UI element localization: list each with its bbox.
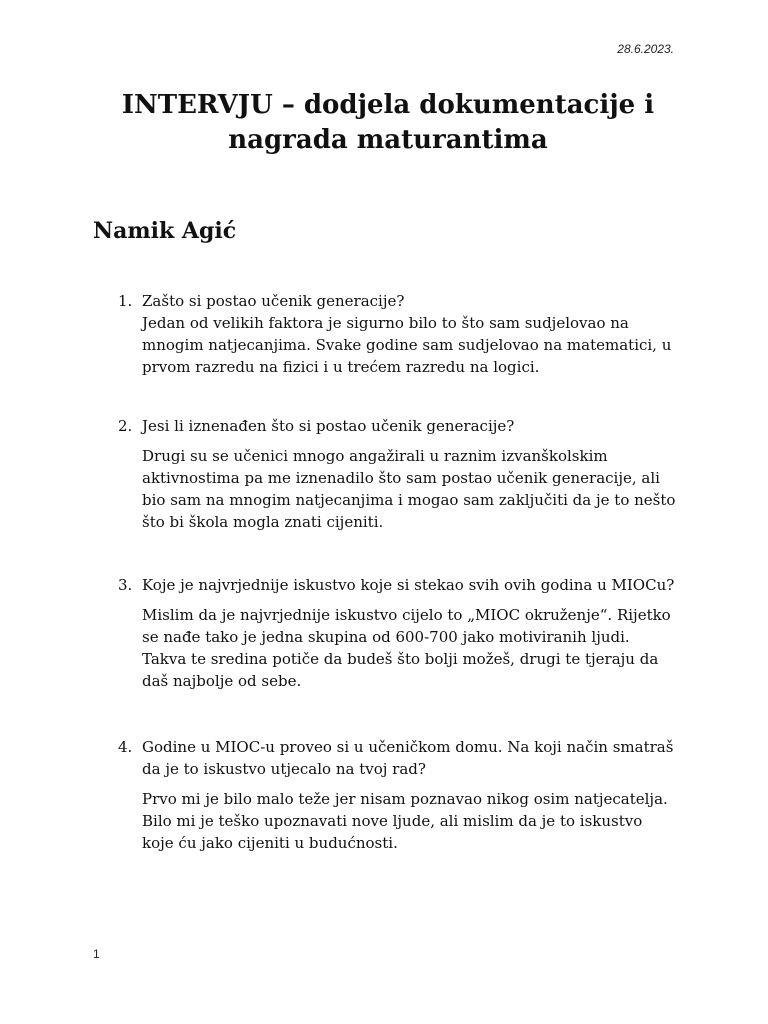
qa-item bbox=[118, 415, 678, 533]
interviewee-name: Namik Agić bbox=[93, 218, 237, 244]
question-text: Godine u MIOC-u proveo si u učeničkom domu. Na koji način smatraš da je to iskustvo utjecalo na tvoj rad? bbox=[142, 738, 674, 778]
question-number: 1. bbox=[118, 292, 133, 310]
answer-text: Prvo mi je bilo malo teže jer nisam poznavao nikog osim natjecatelja. Bilo mi je teško upoznavati nove ljude, ali mislim da je to iskustvo koje ću jako cijeniti u budućnosti. bbox=[142, 790, 668, 852]
qa-item bbox=[118, 574, 678, 692]
question-number: 3. bbox=[118, 576, 133, 594]
qa-item bbox=[118, 290, 678, 378]
question-text: Koje je najvrjednije iskustvo koje si stekao svih ovih godina u MIOCu? bbox=[142, 576, 675, 594]
answer-text: Mislim da je najvrjednije iskustvo cijelo to „MIOC okruženje“. Rijetko se nađe tako je jedna skupina od 600-700 jako motiviranih ljudi. Takva te sredina potiče da budeš što bolji možeš, drugi te tjeraju da daš najbolje od sebe. bbox=[142, 606, 671, 690]
question-text: Jesi li iznenađen što si postao učenik generacije? bbox=[142, 417, 515, 435]
document-date: 28.6.2023. bbox=[617, 42, 674, 56]
question-number: 4. bbox=[118, 738, 133, 756]
page-number: 1 bbox=[93, 947, 100, 961]
question-text: Zašto si postao učenik generacije? bbox=[142, 292, 405, 310]
answer-text: Drugi su se učenici mnogo angažirali u raznim izvanškolskim aktivnostima pa me iznenadilo što sam postao učenik generacije, ali bio sam na mnogim natjecanjima i mogao sam zaključiti da je to nešto što bi škola mogla znati cijeniti. bbox=[142, 447, 676, 531]
answer-text: Jedan od velikih faktora je sigurno bilo to što sam sudjelovao na mnogim natjecanjima. Svake godine sam sudjelovao na matematici, u prvom razredu na fizici i u trećem razredu na logici. bbox=[142, 314, 672, 376]
qa-item bbox=[118, 736, 678, 854]
question-number: 2. bbox=[118, 417, 133, 435]
document-title: INTERVJU – dodjela dokumentacije i nagrada maturantima bbox=[121, 90, 655, 155]
